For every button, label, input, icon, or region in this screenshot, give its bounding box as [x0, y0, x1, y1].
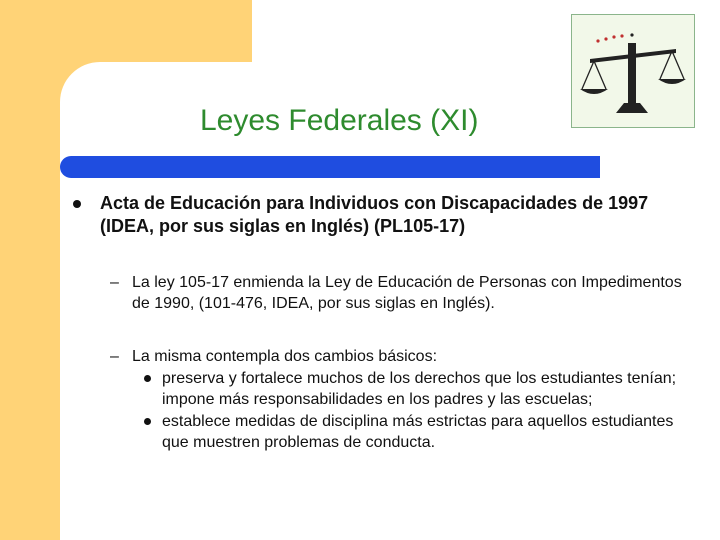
- dash-marker: –: [110, 348, 119, 365]
- left-decoration-bar: [0, 0, 60, 540]
- scales-of-justice-icon: [571, 14, 695, 128]
- list-item: [162, 368, 690, 410]
- title-underline-bar: [60, 156, 600, 178]
- sub-bullet: [110, 272, 690, 314]
- main-bullet: [68, 192, 668, 238]
- sub-bullet: [110, 346, 690, 453]
- page-title: Leyes Federales (XI): [200, 104, 479, 137]
- bullet-icon: [144, 418, 151, 425]
- sub-bullet-text: La misma contempla dos cambios básicos:: [132, 348, 438, 365]
- list-item: [162, 411, 690, 453]
- bullet-icon: [73, 200, 81, 208]
- list-item-text: preserva y fortalece muchos de los derechos que los estudiantes tenían; impone más responsabilidades en los padres y las escuelas;: [162, 370, 677, 408]
- main-bullet-text: Acta de Educación para Individuos con Discapacidades de 1997 (IDEA, por sus siglas en Inglés) (PL105-17): [100, 193, 649, 236]
- list-item-text: establece medidas de disciplina más estrictas para aquellos estudiantes que muestren problemas de conducta.: [162, 413, 674, 451]
- sub-bullet-text: La ley 105-17 enmienda la Ley de Educación de Personas con Impedimentos de 1990, (101-476, IDEA, por sus siglas en Inglés).: [132, 274, 682, 312]
- bullet-icon: [144, 375, 151, 382]
- dash-marker: –: [110, 274, 119, 291]
